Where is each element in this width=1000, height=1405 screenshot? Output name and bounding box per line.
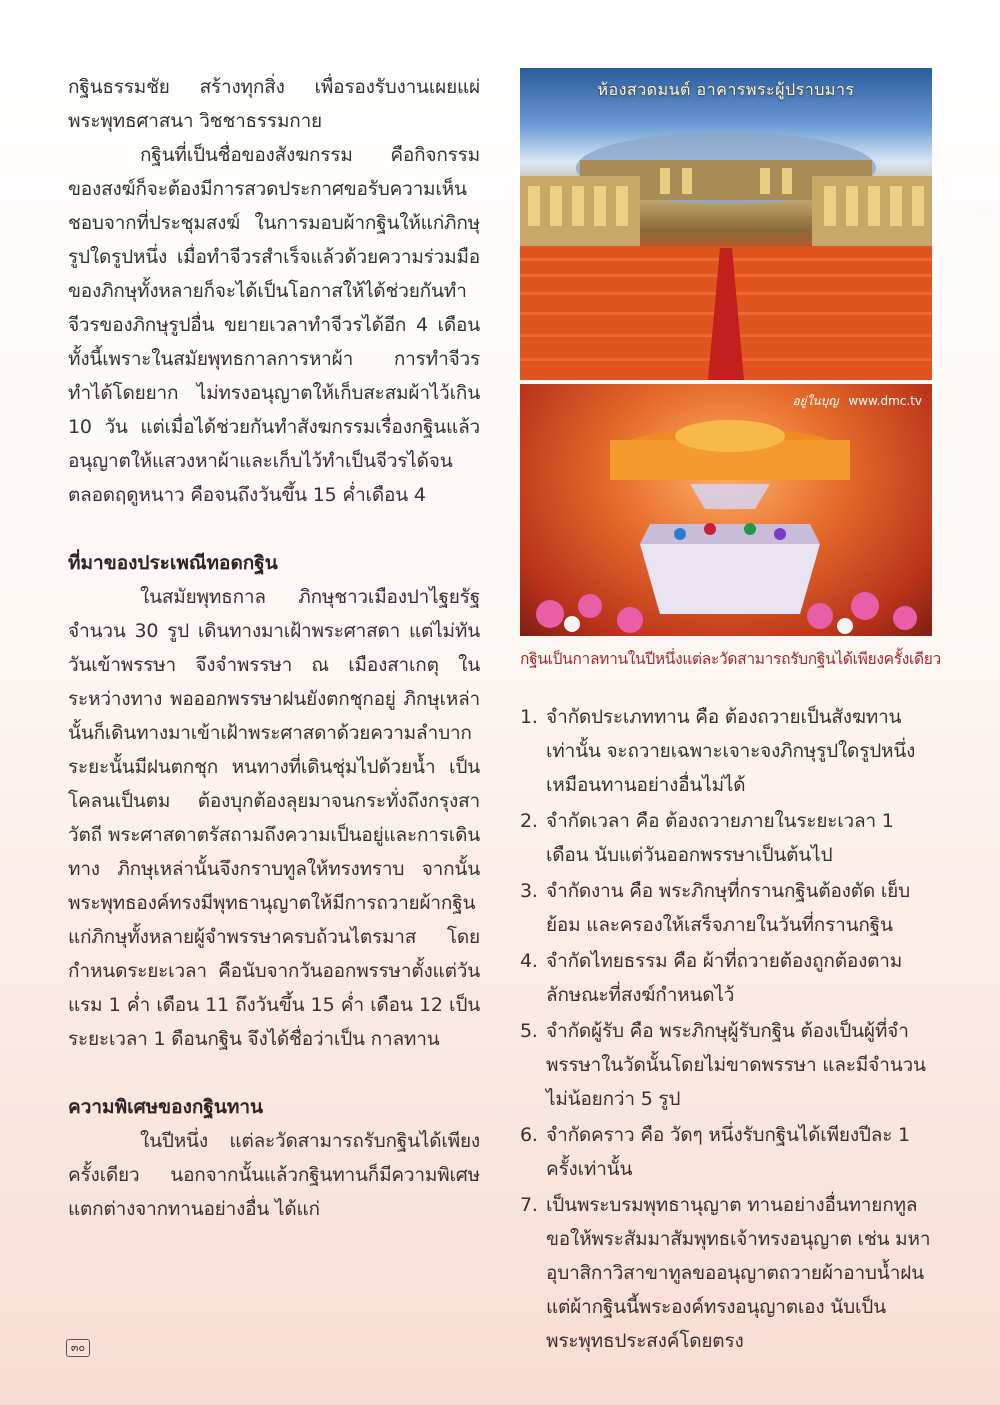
list-text: จำกัดงาน คือ พระภิกษุที่กรานกฐินต้องตัด เย็บ ย้อม และครองให้เสร็จภายในวันที่กรานกฐิน	[546, 880, 910, 936]
list-item	[520, 1188, 932, 1358]
robe-on-crystal-illustration	[520, 384, 932, 636]
list-number: 3.	[520, 880, 538, 902]
list-text: เป็นพระบรมพุทธานุญาต ทานอย่างอื่นทายกทูลขอให้พระสัมมาสัมพุทธเจ้าทรงอนุญาต เช่น มหาอุบาสิกาวิสาขาทูลขออนุญาตถวายผ้าอาบน้ำฝน แต่ผ้ากฐินนี้พระองค์ทรงอนุญาตเอง นับเป็นพระพุทธประสงค์โดยตรง	[546, 1194, 931, 1352]
right-column	[520, 68, 941, 1360]
list-text: จำกัดคราว คือ วัดๆ หนึ่งรับกฐินได้เพียงปีละ 1 ครั้งเท่านั้น	[546, 1124, 910, 1180]
list-number: 1.	[520, 706, 538, 728]
special-paragraph: ในปีหนึ่ง แต่ละวัดสามารถรับกฐินได้เพียงครั้งเดียว นอกจากนั้นแล้วกฐินทานก็มีความพิเศษแตกต่างจากทานอย่างอื่น ได้แก่	[68, 1130, 480, 1220]
kathina-rules-list	[520, 700, 932, 1358]
left-column	[68, 70, 480, 1226]
special-heading: ความพิเศษของกฐินทาน	[68, 1096, 264, 1118]
prayer-hall-photo	[520, 68, 932, 380]
photo-caption: กฐินเป็นกาลทานในปีหนึ่งแต่ละวัดสามารถรับกฐินได้เพียงครั้งเดียว	[520, 650, 941, 668]
list-item	[520, 700, 932, 802]
prayer-hall-illustration	[520, 68, 932, 380]
list-text: จำกัดเวลา คือ ต้องถวายภายในระยะเวลา 1 เดือน นับแต่วันออกพรรษาเป็นต้นไป	[546, 810, 894, 866]
photo-watermark	[792, 392, 922, 411]
list-number: 4.	[520, 950, 538, 972]
origin-paragraph: ในสมัยพุทธกาล ภิกษุชาวเมืองปาไฐยรัฐจำนวน 30 รูป เดินทางมาเฝ้าพระศาสดา แต่ไม่ทันวันเข้าพรรษา จึงจำพรรษา ณ เมืองสาเกตุ ในระหว่างทาง พอออกพรรษาฝนยังตกชุกอยู่ ภิกษุเหล่านั้นก็เดินทางมาเข้าเฝ้าพระศาสดาด้วยความลำบาก ระยะนั้นมีฝนตกชุก หนทางที่เดินชุ่มไปด้วยน้ำ เป็นโคลนเป็นตม ต้องบุกต้องลุยมาจนกระทั่งถึงกรุงสาวัตถี พระศาสดาตรัสถามถึงความเป็นอยู่และการเดินทาง ภิกษุเหล่านั้นจึงกราบทูลให้ทรงทราบ จากนั้นพระพุทธองค์ทรงมีพุทธานุญาตให้มีการถวายผ้ากฐินแก่ภิกษุทั้งหลายผู้จำพรรษาครบถ้วนไตรมาส โดยกำหนดระยะเวลา คือนับจากวันออกพรรษาตั้งแต่วันแรม 1 ค่ำ เดือน 11 ถึงวันขึ้น 15 ค่ำ เดือน 12 เป็นระยะเวลา 1 ดือนกฐิน จึงได้ชื่อว่าเป็น กาลทาน	[68, 586, 480, 1050]
list-text: จำกัดประเภททาน คือ ต้องถวายเป็นสังฆทานเท่านั้น จะถวายเฉพาะเจาะจงภิกษุรูปใดรูปหนึ่งเหมือนทานอย่างอื่นไม่ได้	[546, 706, 916, 796]
watermark-logo: อยู่ในบุญ	[792, 394, 839, 408]
kathina-robe-photo	[520, 384, 932, 636]
list-number: 6.	[520, 1124, 538, 1146]
intro-paragraph: กฐินธรรมชัย สร้างทุกสิ่ง เพื่อรองรับงานเผยแผ่พระพุทธศาสนา วิชชาธรรมกาย	[68, 76, 480, 132]
list-number: 5.	[520, 1020, 538, 1042]
list-item	[520, 874, 932, 942]
list-text: จำกัดผู้รับ คือ พระภิกษุผู้รับกฐิน ต้องเป็นผู้ที่จำ พรรษาในวัดนั้นโดยไม่ขาดพรรษา และมีจำนวนไม่น้อยกว่า 5 รูป	[546, 1020, 926, 1110]
page-number: ๓๐	[66, 1339, 90, 1357]
list-item	[520, 804, 932, 872]
list-number: 7.	[520, 1194, 538, 1216]
list-text: จำกัดไทยธรรม คือ ผ้าที่ถวายต้องถูกต้องตามลักษณะที่สงฆ์กำหนดไว้	[546, 950, 903, 1006]
list-item	[520, 944, 932, 1012]
list-item	[520, 1118, 932, 1186]
watermark-url: www.dmc.tv	[848, 394, 922, 408]
list-item	[520, 1014, 932, 1116]
origin-heading: ที่มาของประเพณีทอดกฐิน	[68, 552, 278, 574]
kathina-sanghakamma-paragraph: กฐินที่เป็นชื่อของสังฆกรรม คือกิจกรรมของสงฆ์ก็จะต้องมีการสวดประกาศขอรับความเห็นชอบจากที่ประชุมสงฆ์ ในการมอบผ้ากฐินให้แก่ภิกษุรูปใดรูปหนึ่ง เมื่อทำจีวรสำเร็จแล้วด้วยความร่วมมือของภิกษุทั้งหลายก็จะได้เป็นโอกาสให้ได้ช่วยกันทำจีวรของภิกษุรูปอื่น ขยายเวลาทำจีวรได้อีก 4 เดือน ทั้งนี้เพราะในสมัยพุทธกาลการหาผ้า การทำจีวรทำได้โดยยาก ไม่ทรงอนุญาตให้เก็บสะสมผ้าไว้เกิน 10 วัน แต่เมื่อได้ช่วยกันทำสังฆกรรมเรื่องกฐินแล้วอนุญาตให้แสวงหาผ้าและเก็บไว้ทำเป็นจีวรได้จนตลอดฤดูหนาว คือจนถึงวันขึ้น 15 ค่ำเดือน 4	[68, 144, 480, 506]
photo-title: ห้องสวดมนต์ อาคารพระผู้ปราบมาร	[597, 80, 855, 99]
list-number: 2.	[520, 810, 538, 832]
